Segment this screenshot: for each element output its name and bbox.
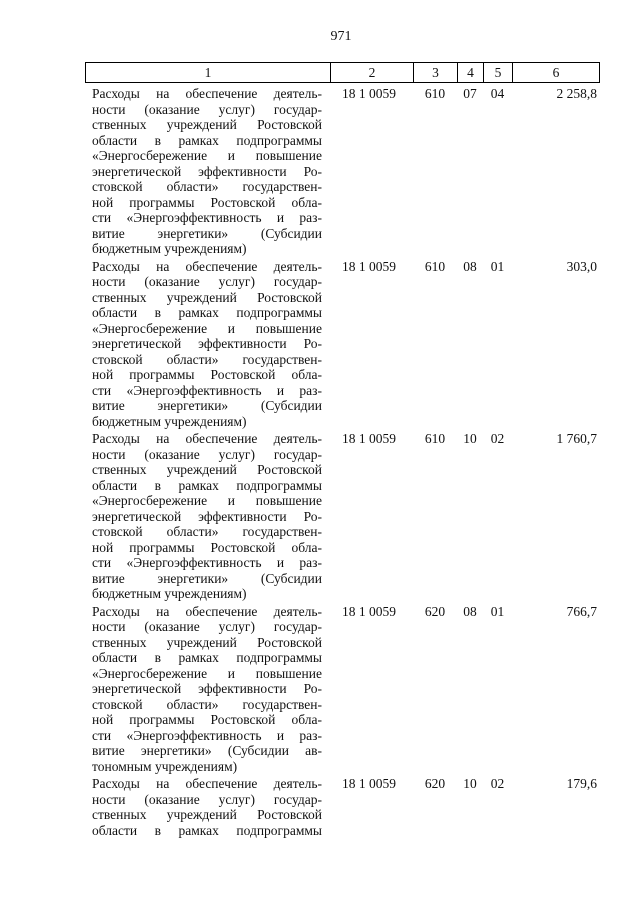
header-cell-2: 2: [330, 63, 413, 82]
amount-cell: 1 760,7: [556, 431, 597, 446]
description-line: бюджетным учреждениям): [92, 413, 247, 429]
description-line: Расходы на обеспечение деятель-: [92, 776, 322, 791]
description-line: ной программы Ростовской обла-: [92, 194, 322, 210]
description-line: стовской области» государствен-: [92, 351, 322, 367]
amount-cell: 303,0: [566, 258, 597, 274]
description-cell: [85, 604, 330, 775]
expense-type-cell: 620: [424, 603, 446, 619]
description-line: витие энергетики» (Субсидии: [92, 225, 322, 241]
description-line: Расходы на обеспечение деятель-: [92, 258, 322, 274]
code-cell: 18 1 0059: [342, 603, 396, 619]
description-line: области в рамках подпрограммы: [92, 305, 322, 320]
description-line: ности (оказание услуг) государ-: [92, 274, 322, 289]
section-cell: 08: [463, 258, 477, 274]
amount-cell: 2 258,8: [556, 86, 597, 101]
header-cell-6: 6: [512, 63, 599, 82]
expense-type-cell: 610: [424, 258, 446, 274]
description-line: бюджетным учреждениям): [92, 586, 247, 601]
section-cell: 10: [463, 776, 477, 791]
description-line: стовской области» государствен-: [92, 696, 322, 712]
description-line: области в рамках подпрограммы: [92, 822, 322, 838]
description-line: тономным учреждениям): [92, 758, 238, 774]
description-line: витие энергетики» (Субсидии: [92, 570, 322, 586]
table-row: [85, 776, 600, 840]
code-cell: 18 1 0059: [342, 258, 396, 274]
section-cell: 07: [463, 86, 477, 101]
subsection-cell: 02: [490, 776, 505, 791]
description-line: ственных учреждений Ростовской: [92, 117, 322, 132]
description-line: «Энергосбережение и повышение: [92, 320, 322, 336]
description-line: ственных учреждений Ростовской: [92, 807, 322, 822]
description-line: ности (оказание услуг) государ-: [92, 446, 322, 462]
description-line: области в рамках подпрограммы: [92, 477, 322, 493]
description-cell: [85, 431, 330, 602]
expense-type-cell: 610: [424, 86, 446, 101]
page-number: 971: [330, 29, 352, 44]
description-line: ности (оказание услуг) государ-: [92, 791, 322, 807]
description-line: Расходы на обеспечение деятель-: [92, 431, 322, 446]
header-cell-1: 1: [204, 65, 212, 80]
table-body: [85, 86, 600, 840]
amount-cell: 766,7: [566, 603, 597, 619]
description-line: ной программы Ростовской обла-: [92, 712, 322, 727]
header-cell-4: 4: [457, 63, 483, 82]
code-cell: 18 1 0059: [342, 86, 396, 101]
table-row: [85, 431, 600, 604]
description-line: Расходы на обеспечение деятель-: [92, 603, 322, 619]
header-cell-5: 5: [483, 63, 512, 82]
table-row: [85, 604, 600, 777]
code-cell: 18 1 0059: [342, 431, 396, 446]
description-line: области в рамках подпрограммы: [92, 132, 322, 148]
description-line: витие энергетики» (Субсидии ав-: [92, 743, 322, 758]
description-line: ственных учреждений Ростовской: [92, 634, 322, 650]
description-line: ственных учреждений Ростовской: [92, 289, 322, 305]
description-line: «Энергосбережение и повышение: [92, 493, 322, 508]
description-line: стовской области» государствен-: [92, 524, 322, 539]
description-line: ности (оказание услуг) государ-: [92, 101, 322, 117]
description-line: Расходы на обеспечение деятель-: [92, 86, 322, 101]
description-line: ности (оказание услуг) государ-: [92, 619, 322, 634]
description-cell: [85, 776, 330, 838]
description-line: энергетической эффективности Ро-: [92, 508, 322, 524]
description-line: области в рамках подпрограммы: [92, 650, 322, 665]
subsection-cell: 04: [490, 86, 505, 101]
subsection-cell: 01: [490, 258, 505, 274]
description-line: бюджетным учреждениям): [92, 241, 247, 256]
section-cell: 08: [463, 603, 477, 619]
description-line: сти «Энергоэффективность и раз-: [92, 382, 322, 398]
description-line: энергетической эффективности Ро-: [92, 681, 322, 696]
description-line: витие энергетики» (Субсидии: [92, 398, 322, 413]
description-line: сти «Энергоэффективность и раз-: [92, 210, 322, 225]
expense-type-cell: 620: [424, 776, 446, 791]
description-line: «Энергосбережение и повышение: [92, 148, 322, 163]
code-cell: 18 1 0059: [342, 776, 396, 791]
description-line: сти «Энергоэффективность и раз-: [92, 727, 322, 743]
description-line: энергетической эффективности Ро-: [92, 163, 322, 179]
description-line: энергетической эффективности Ро-: [92, 336, 322, 351]
description-line: «Энергосбережение и повышение: [92, 665, 322, 681]
description-line: сти «Энергоэффективность и раз-: [92, 555, 322, 570]
subsection-cell: 02: [490, 431, 505, 446]
description-line: ной программы Ростовской обла-: [92, 367, 322, 382]
table-header-row: [85, 62, 600, 83]
description-line: ной программы Ростовской обла-: [92, 539, 322, 555]
subsection-cell: 01: [490, 603, 505, 619]
table-row: [85, 86, 600, 259]
description-cell: [85, 259, 330, 430]
description-line: ственных учреждений Ростовской: [92, 462, 322, 477]
section-cell: 10: [463, 431, 477, 446]
description-line: стовской области» государствен-: [92, 179, 322, 194]
description-cell: [85, 86, 330, 257]
amount-cell: 179,6: [566, 776, 597, 791]
table-row: [85, 259, 600, 432]
header-cell-3: 3: [413, 63, 457, 82]
expense-type-cell: 610: [424, 431, 446, 446]
